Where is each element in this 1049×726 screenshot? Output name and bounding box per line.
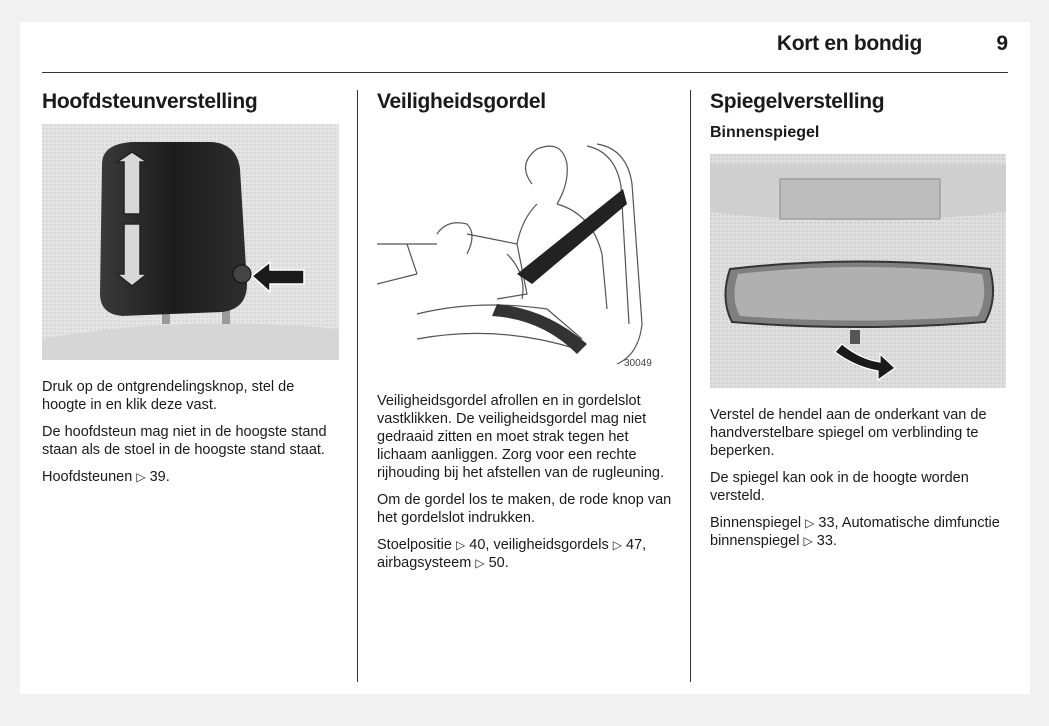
figure-label: 30049 <box>624 358 652 369</box>
column-headrest <box>42 90 342 495</box>
header-title: Kort en bondig <box>776 32 922 55</box>
arrow-right-outline-icon: ▷ <box>803 534 813 548</box>
section-heading: Hoofdsteunverstelling <box>42 90 258 113</box>
section-heading: Veiligheidsgordel <box>377 90 546 113</box>
column-divider <box>690 90 691 682</box>
seatbelt-figure <box>377 124 672 374</box>
column-divider <box>357 90 358 682</box>
paragraph: De hoofdsteun mag niet in de hoogste stand staan als de stoel in de hoogste stand staat. <box>42 424 327 458</box>
page-header <box>42 30 1008 70</box>
arrow-right-outline-icon: ▷ <box>475 556 485 570</box>
cross-reference: Binnenspiegel ▷ 33, Automatische dimfunctie binnenspiegel ▷ 33. <box>710 515 1000 549</box>
arrow-right-outline-icon: ▷ <box>136 470 146 484</box>
section-subheading: Binnenspiegel <box>710 124 820 141</box>
arrow-right-outline-icon: ▷ <box>612 538 622 552</box>
cross-reference: Hoofdsteunen ▷ 39. <box>42 469 170 485</box>
paragraph: Veiligheidsgordel afrollen en in gordelslot vastklikken. De veiligheidsgordel mag niet gedraaid zitten en moet strak tegen het lichaam aanliggen. Zorg voor een rechte rijhouding bij het afstellen van de rugleuning. <box>377 393 664 481</box>
paragraph: Om de gordel los te maken, de rode knop van het gordelslot indrukken. <box>377 492 672 526</box>
headrest-figure <box>42 124 339 360</box>
header-rule <box>42 72 1008 73</box>
arrow-right-outline-icon: ▷ <box>456 538 466 552</box>
cross-reference: Stoelpositie ▷ 40, veiligheidsgordels ▷ 47, airbagsysteem ▷ 50. <box>377 537 647 571</box>
mirror-figure <box>710 154 1006 388</box>
arrow-right-outline-icon: ▷ <box>805 516 815 530</box>
column-mirror <box>710 90 1008 559</box>
manual-page <box>20 22 1030 694</box>
page-number: 9 <box>996 32 1008 55</box>
paragraph: Verstel de hendel aan de onderkant van de handverstelbare spiegel om verblinding te beperken. <box>710 407 987 459</box>
column-seatbelt <box>377 90 677 581</box>
section-heading: Spiegelverstelling <box>710 90 885 113</box>
paragraph: De spiegel kan ook in de hoogte worden versteld. <box>710 470 969 504</box>
paragraph: Druk op de ontgrendelingsknop, stel de hoogte in en klik deze vast. <box>42 379 295 413</box>
